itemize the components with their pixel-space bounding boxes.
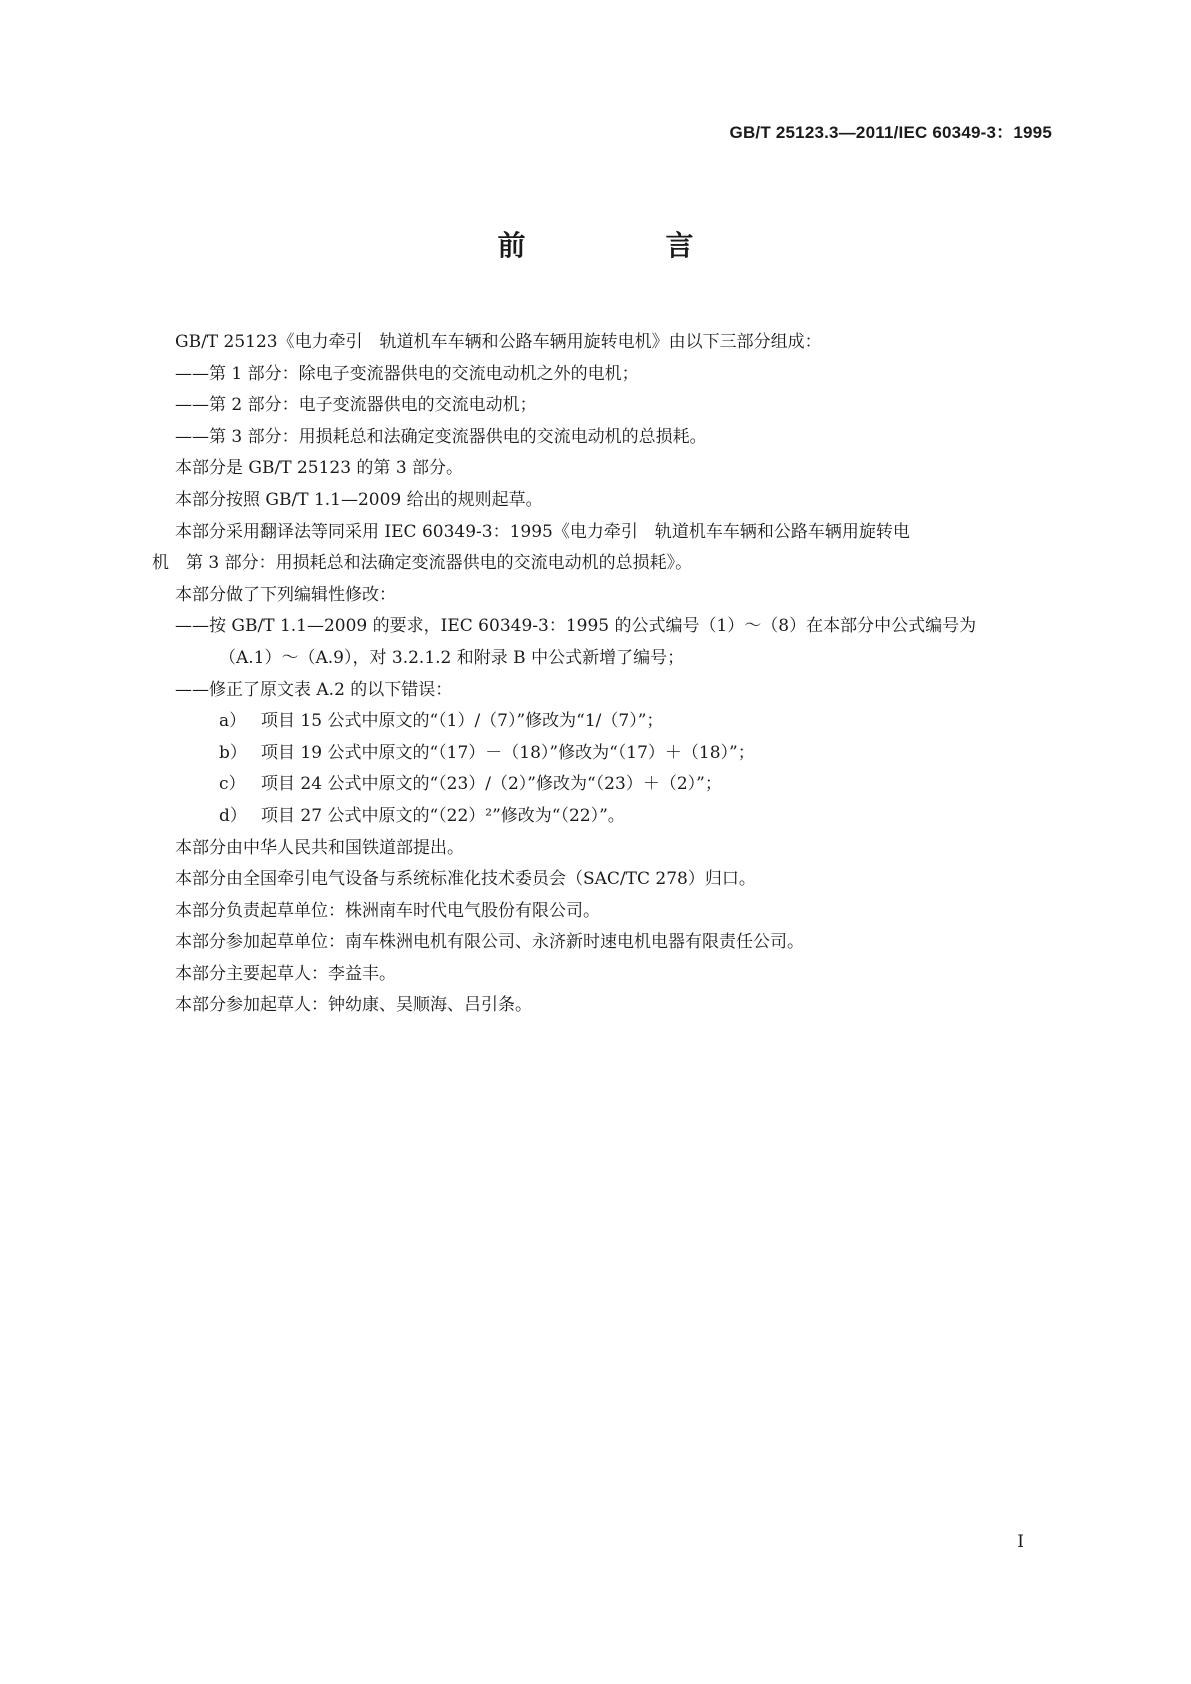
correction-text: 项目 27 公式中原文的“（22）²”修改为“（22）”。 <box>261 805 625 826</box>
correction-item <box>152 738 1062 770</box>
page-title: 前 言 <box>497 229 750 262</box>
committee-statement: 本部分由全国牵引电气设备与系统标准化技术委员会（SAC/TC 278）归口。 <box>175 869 756 890</box>
editorial-changes-intro: 本部分做了下列编辑性修改： <box>175 584 396 605</box>
adoption-statement-continued: 机 第 3 部分：用损耗总和法确定变流器供电的交流电动机的总损耗》。 <box>152 553 693 574</box>
correction-label: a） <box>219 711 247 732</box>
part-2-item: ——第 2 部分：电子变流器供电的交流电动机； <box>175 395 537 416</box>
participating-drafting-units: 本部分参加起草单位：南车株洲电机有限公司、永济新时速电机电器有限责任公司。 <box>175 932 804 953</box>
correction-label: b） <box>219 742 247 763</box>
participating-drafters: 本部分参加起草人：钟幼康、吴顺海、吕引条。 <box>175 995 532 1016</box>
formula-numbering-item-continued: （A.1）～（A.9），对 3.2.1.2 和附录 B 中公式新增了编号； <box>219 647 685 668</box>
part-statement: 本部分是 GB/T 25123 的第 3 部分。 <box>175 458 464 479</box>
table-corrections-intro: ——修正了原文表 A.2 的以下错误： <box>175 679 453 700</box>
formula-numbering-item: ——按 GB/T 1.1—2009 的要求，IEC 60349-3：1995 的公式编号（1）～（8）在本部分中公式编号为 <box>175 616 977 637</box>
correction-item <box>152 706 1062 738</box>
standard-code-header: GB/T 25123.3—2011/IEC 60349-3：1995 <box>729 123 1052 142</box>
drafting-rules-statement: 本部分按照 GB/T 1.1—2009 给出的规则起草。 <box>175 489 543 510</box>
correction-label: d） <box>219 805 247 826</box>
main-drafter: 本部分主要起草人：李益丰。 <box>175 963 396 984</box>
lead-drafting-unit: 本部分负责起草单位：株洲南车时代电气股份有限公司。 <box>175 900 600 921</box>
correction-text: 项目 19 公式中原文的“（17）－（18）”修改为“（17）＋（18）”； <box>261 742 755 763</box>
part-3-item: ——第 3 部分：用损耗总和法确定变流器供电的交流电动机的总损耗。 <box>175 426 707 447</box>
foreword-body <box>152 327 1062 1022</box>
part-1-item: ——第 1 部分：除电子变流器供电的交流电动机之外的电机； <box>175 363 639 384</box>
correction-item <box>152 801 1062 833</box>
correction-label: c） <box>219 774 246 795</box>
correction-text: 项目 24 公式中原文的“（23）/（2）”修改为“（23）＋（2）”； <box>261 774 722 795</box>
adoption-statement: 本部分采用翻译法等同采用 IEC 60349-3：1995《电力牵引 轨道机车车辆和公路车辆用旋转电 <box>175 521 910 542</box>
correction-text: 项目 15 公式中原文的“（1）/（7）”修改为“1/（7）”； <box>261 711 664 732</box>
intro-paragraph: GB/T 25123《电力牵引 轨道机车车辆和公路车辆用旋转电机》由以下三部分组成： <box>175 332 822 352</box>
page-number: I <box>1017 1532 1024 1552</box>
correction-item <box>152 769 1062 801</box>
proposer-statement: 本部分由中华人民共和国铁道部提出。 <box>175 837 464 858</box>
